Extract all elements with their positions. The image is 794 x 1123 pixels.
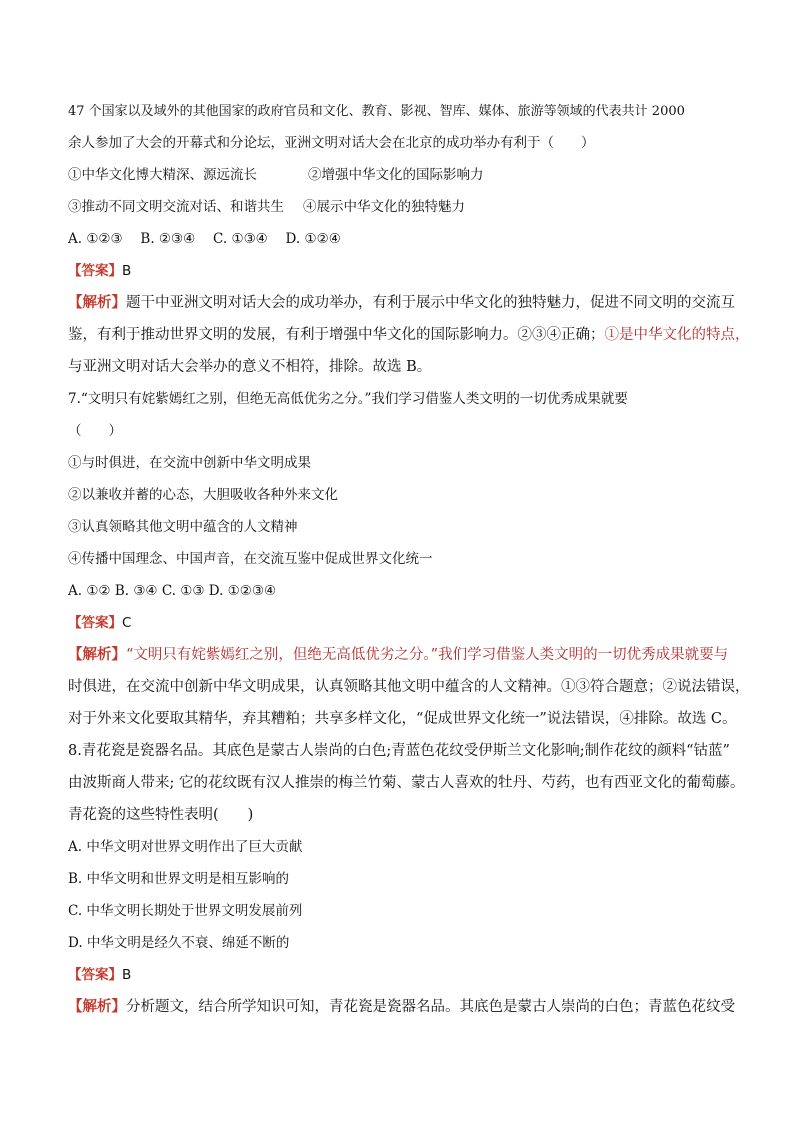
q6-analysis-line3: 与亚洲文明对话大会举办的意义不相符，排除。故选 B。 <box>68 359 432 375</box>
q8-stem-line2: 由波斯商人带来; 它的花纹既有汉人推崇的梅兰竹菊、蒙古人喜欢的牡丹、芍药，也有西亚文化的葡萄藤。 <box>68 775 745 791</box>
answer-tag: 【答案】 <box>68 263 122 279</box>
q8-option-c: C. 中华文明长期处于世界文明发展前列 <box>68 903 303 919</box>
q8-answer <box>68 965 131 985</box>
q6-option-1: ①中华文化博大精深、源远流长 <box>68 167 257 183</box>
q7-stem-line1: 7.“文明只有姹紫嫣红之别，但绝无高低优劣之分。”我们学习借鉴人类文明的一切优秀成果就要 <box>68 391 628 407</box>
q7-option-2: ②以兼收并蓄的心态，大胆吸收各种外来文化 <box>68 487 338 503</box>
q7-option-3: ③认真领略其他文明中蕴含的人文精神 <box>68 519 298 535</box>
q8-option-d: D. 中华文明是经久不衰、绵延不断的 <box>68 935 290 951</box>
q7-analysis-line2: 时俱进，在交流中创新中华文明成果，认真领略其他文明中蕴含的人文精神。①③符合题意；②说法错误， <box>68 679 750 695</box>
q8-stem-line3: 青花瓷的这些特性表明( ) <box>68 807 254 823</box>
q7-stem-line2: （ ） <box>68 423 122 439</box>
q6-option-2: ②增强中华文化的国际影响力 <box>308 167 484 183</box>
answer-value: B <box>122 967 132 983</box>
q6-option-4: ④展示中华文化的独特魅力 <box>303 199 465 215</box>
answer-tag: 【答案】 <box>68 967 122 983</box>
q6-stem-line1: 47 个国家以及域外的其他国家的政府官员和文化、教育、影视、智库、媒体、旅游等领域的代表共计 2000 <box>68 104 685 119</box>
answer-value: C <box>122 615 132 631</box>
analysis-tag: 【解析】 <box>68 647 126 663</box>
analysis-tag: 【解析】 <box>68 999 126 1015</box>
q6-option-3: ③推动不同文明交流对话、和谐共生 <box>68 199 284 215</box>
answer-tag: 【答案】 <box>68 615 122 631</box>
q6-analysis-line2: 鉴，有利于推动世界文明的发展，有利于增强中华文化的国际影响力。②③④正确；①是中华文化的特点， <box>68 327 750 343</box>
q6-choices: A. ①②③ B. ②③④ C. ①③④ D. ①②④ <box>68 231 341 247</box>
q8-option-b: B. 中华文明和世界文明是相互影响的 <box>68 871 290 887</box>
q6-answer <box>68 261 131 281</box>
q7-analysis-line1 <box>68 645 728 665</box>
q7-option-1: ①与时俱进，在交流中创新中华文明成果 <box>68 455 311 471</box>
q8-analysis-line1: 【解析】分析题文，结合所学知识可知，青花瓷是瓷器名品。其底色是蒙古人崇尚的白色；青蓝色花纹受 <box>68 999 735 1015</box>
q7-option-4: ④传播中国理念、中国声音，在交流互鉴中促成世界文化统一 <box>68 551 433 567</box>
q7-choices: A. ①② B. ③④ C. ①③ D. ①②③④ <box>68 583 277 599</box>
q8-stem-line1: 8.青花瓷是瓷器名品。其底色是蒙古人崇尚的白色;青蓝色花纹受伊斯兰文化影响;制作花纹的颜料“钴蓝” <box>68 743 730 759</box>
highlighted-text: “文明只有姹紫嫣红之别，但绝无高低优劣之分。”我们学习借鉴人类文明的一切优秀成果就要与 <box>126 647 729 663</box>
q8-option-a: A. 中华文明对世界文明作出了巨大贡献 <box>68 839 303 855</box>
q6-stem-line2: 余人参加了大会的开幕式和分论坛，亚洲文明对话大会在北京的成功举办有利于（ ） <box>68 135 595 151</box>
q6-analysis-line1: 【解析】题干中亚洲文明对话大会的成功举办，有利于展示中华文化的独特魅力，促进不同文明的交流互 <box>68 295 735 311</box>
highlighted-text: ①是中华文化的特点， <box>604 327 750 343</box>
analysis-tag: 【解析】 <box>68 295 126 311</box>
q7-answer <box>68 613 131 633</box>
answer-value: B <box>122 263 132 279</box>
q7-analysis-line3: 对于外来文化要取其精华，弃其糟粕；共享多样文化，“促成世界文化统一”说法错误，④排除。故选 C。 <box>68 711 737 727</box>
